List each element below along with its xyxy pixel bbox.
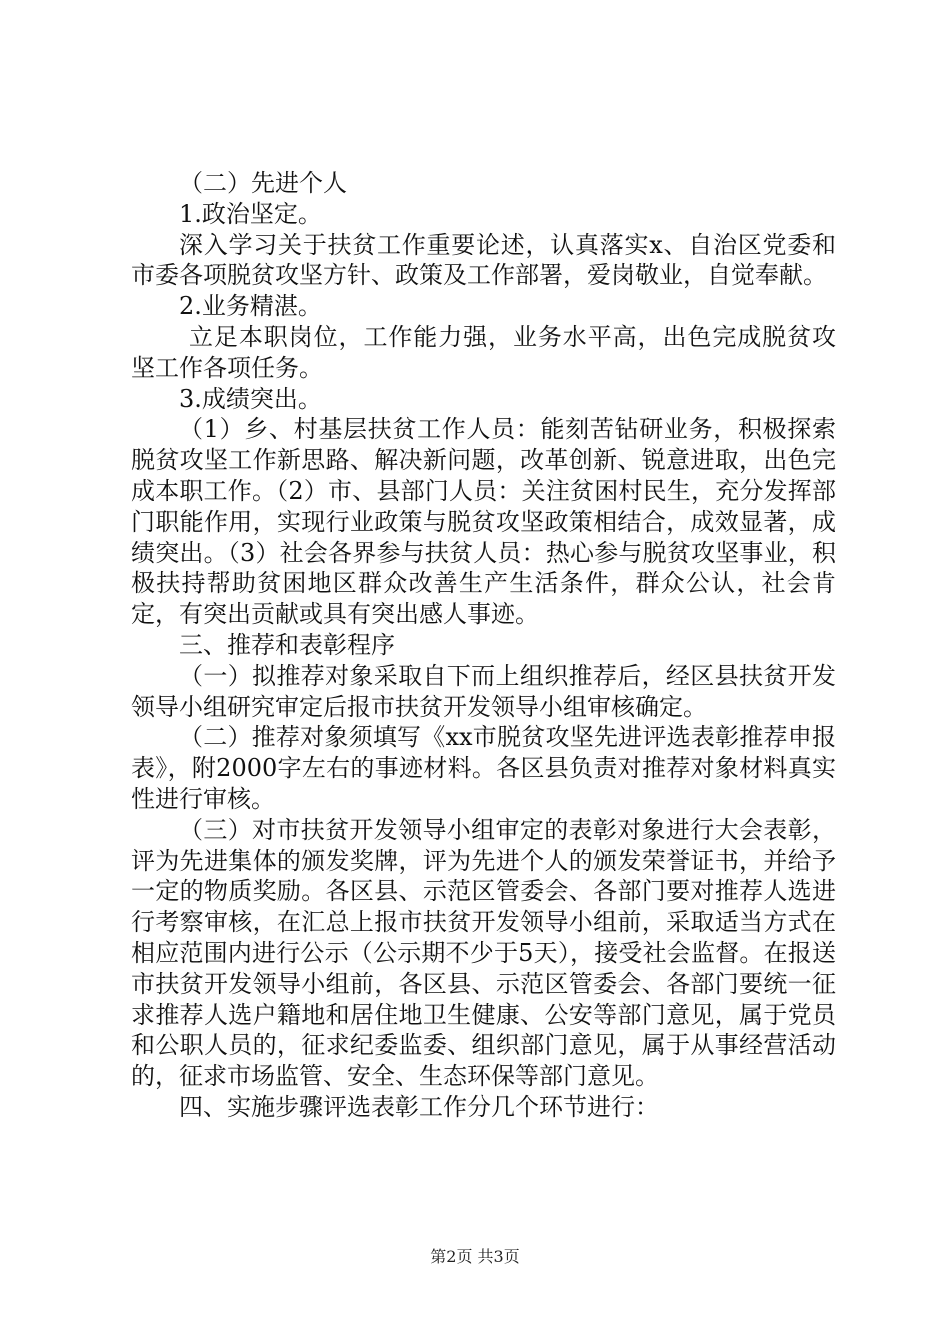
criterion-text-achievement: （1）乡、村基层扶贫工作人员：能刻苦钻研业务，积极探索脱贫攻坚工作新思路、解决新问题，改革创新、锐意进取，出色完成本职工作。（2）市、县部门人员：关注贫困村民生，充分发挥部门职能作用，实现行业政策与脱贫攻坚政策相结合，成效显著，成绩突出。（3）社会各界参与扶贫人员：热心参与脱贫攻坚事业，积极扶持帮助贫困地区群众改善生产生活条件，群众公认，社会肯定，有突出贡献或具有突出感人事迹。 xyxy=(131,415,836,629)
section-heading-procedure: 三、推荐和表彰程序 xyxy=(179,630,395,659)
procedure-item-1: （一）拟推荐对象采取自下而上组织推荐后，经区县扶贫开发领导小组研究审定后报市扶贫开发领导小组审核确定。 xyxy=(131,661,836,721)
criterion-heading-professional: 2.业务精湛。 xyxy=(179,292,322,321)
criterion-heading-political: 1.政治坚定。 xyxy=(179,199,322,228)
procedure-item-3: （三）对市扶贫开发领导小组审定的表彰对象进行大会表彰，评为先进集体的颁发奖牌，评为先进个人的颁发荣誉证书，并给予一定的物质奖励。各区县、示范区管委会、各部门要对推荐人选进行考察审核，在汇总上报市扶贫开发领导小组前，采取适当方式在相应范围内进行公示（公示期不少于5天），接受社会监督。在报送市扶贫开发领导小组前，各区县、示范区管委会、各部门要统一征求推荐人选户籍地和居住地卫生健康、公安等部门意见，属于党员和公职人员的，征求纪委监委、组织部门意见，属于从事经营活动的，征求市场监管、安全、生态环保等部门意见。 xyxy=(131,815,836,1091)
criterion-text-professional: 立足本职岗位，工作能力强，业务水平高，出色完成脱贫攻坚工作各项任务。 xyxy=(131,322,836,382)
page-number-footer: 第2页 共3页 xyxy=(430,1247,520,1266)
document-body xyxy=(131,168,836,1123)
section-heading-steps: 四、实施步骤评选表彰工作分几个环节进行： xyxy=(179,1092,659,1121)
procedure-item-2: （二）推荐对象须填写《xx市脱贫攻坚先进评选表彰推荐申报表》，附2000字左右的事迹材料。各区县负责对推荐对象材料真实性进行审核。 xyxy=(131,723,836,813)
section-heading-advanced-individuals: （二）先进个人 xyxy=(179,169,347,197)
criterion-text-political: 深入学习关于扶贫工作重要论述，认真落实x、自治区党委和市委各项脱贫攻坚方针、政策及工作部署，爱岗敬业，自觉奉献。 xyxy=(131,230,836,290)
criterion-heading-achievement: 3.成绩突出。 xyxy=(179,384,322,413)
